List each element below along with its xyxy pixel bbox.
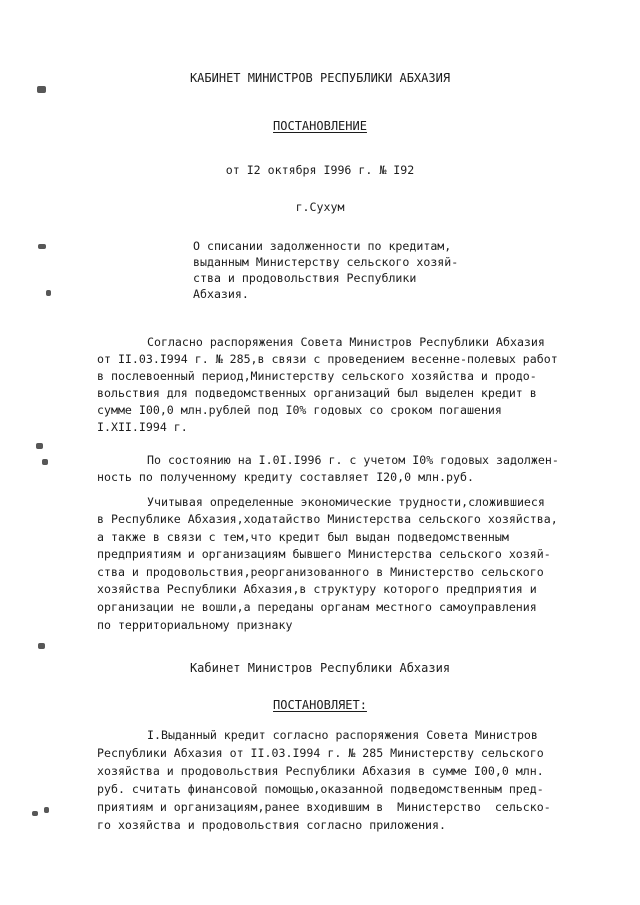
body-line: по территориальному признаку — [97, 618, 293, 632]
body-line: в Республике Абхазия,ходатайство Министерства сельского хозяйства, — [97, 512, 558, 526]
resolves-heading: ПОСТАНОВЛЯЕТ: — [273, 698, 367, 712]
body-line: а также в связи с тем,что кредит был выдан подведомственным — [97, 530, 509, 544]
body-line: Учитывая определенные экономические трудности,сложившиеся — [147, 495, 545, 509]
scan-speck — [37, 86, 46, 93]
scan-speck — [36, 443, 43, 449]
body-line: хозяйства Республики Абхазия,в структуру которого предприятия и — [97, 582, 537, 596]
clause-line: го хозяйства и продовольствия согласно приложения. — [97, 818, 447, 832]
scan-speck — [46, 290, 51, 296]
scan-speck — [38, 643, 45, 649]
body-line: ность по полученному кредиту составляет I20,0 млн.руб. — [97, 470, 474, 484]
scan-speck — [32, 811, 38, 816]
body-line: от II.03.I994 г. № 285,в связи с проведением весенне-полевых работ — [97, 352, 558, 366]
scan-speck — [44, 807, 49, 813]
body-line: Согласно распоряжения Совета Министров Республики Абхазия — [147, 335, 545, 349]
subject-line: ства и продовольствия Республики — [193, 271, 417, 285]
document-date-number: от I2 октября I996 г. № I92 — [225, 163, 415, 177]
body-line: предприятиям и организациям бывшего Министерства сельского хозяй- — [97, 547, 551, 561]
clause-line: хозяйства и продовольствия Республики Абхазия в сумме I00,0 млн. — [97, 764, 544, 778]
scan-speck — [42, 459, 48, 465]
clause-line: приятиям и организациям,ранее входившим в Министерство сельско- — [97, 800, 551, 814]
scan-speck — [38, 244, 46, 249]
document-type: ПОСТАНОВЛЕНИЕ — [273, 119, 367, 133]
organization-title: КАБИНЕТ МИНИСТРОВ РЕСПУБЛИКИ АБХАЗИЯ — [189, 71, 451, 85]
body-line: ства и продовольствия,реорганизованного в Министерство сельского — [97, 565, 544, 579]
clause-line: руб. считать финансовой помощью,оказанной подведомственным пред- — [97, 782, 544, 796]
clause-line: I.Выданный кредит согласно распоряжения Совета Министров — [147, 728, 538, 742]
body-line: вольствия для подведомственных организаций был выделен кредит в — [97, 386, 537, 400]
clause-line: Республики Абхазия от II.03.I994 г. № 285 Министерству сельского — [97, 746, 544, 760]
cabinet-heading: Кабинет Министров Республики Абхазия — [189, 661, 451, 675]
body-line: в послевоенный период,Министерству сельского хозяйства и продо- — [97, 369, 537, 383]
body-line: сумме I00,0 млн.рублей под I0% годовых со сроком погашения — [97, 403, 502, 417]
subject-line: О списании задолженности по кредитам, — [193, 239, 452, 253]
document-city: г.Сухум — [295, 200, 345, 214]
body-line: I.XII.I994 г. — [97, 420, 188, 434]
subject-line: Абхазия. — [193, 287, 249, 301]
body-line: По состоянию на I.0I.I996 г. с учетом I0% годовых задолжен- — [147, 453, 559, 467]
body-line: организации не вошли,а переданы органам местного самоуправления — [97, 600, 537, 614]
subject-line: выданным Министерству сельского хозяй- — [193, 255, 459, 269]
